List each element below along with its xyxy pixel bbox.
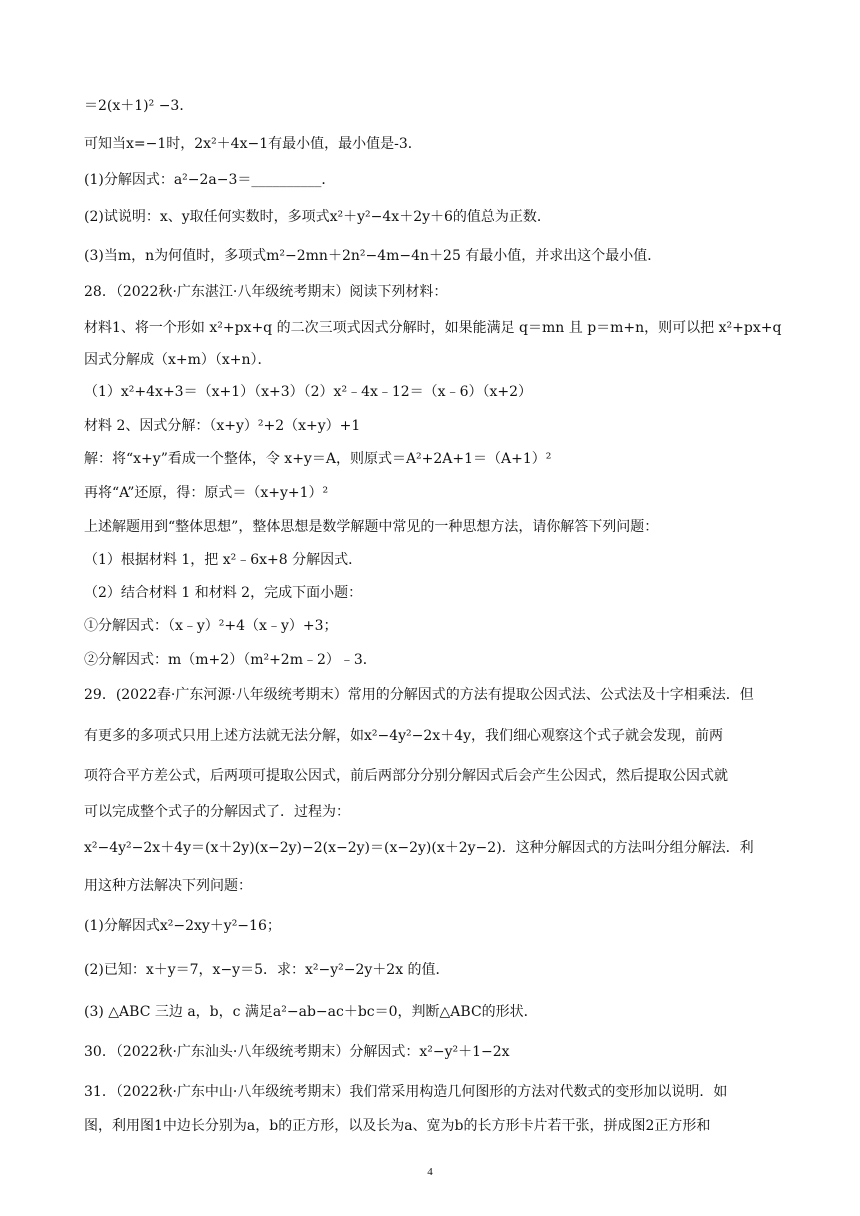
- text-line: (2)试说明：x、y取任何实数时，多项式x²＋y²−4x＋2y＋6的值总为正数．: [84, 209, 551, 225]
- text-line: 有更多的多项式只用上述方法就无法分解，如x²−4y²−2x＋4y，我们细心观察这个式子就会发现，前两: [84, 728, 724, 744]
- text-line: 上述解题用到“整体思想”，整体思想是数学解题中常见的一种思想方法，请你解答下列问题：: [84, 519, 659, 535]
- text-line: 图，利用图1中边长分别为a，b的正方形，以及长为a、宽为b的长方形卡片若干张，拼成图2正方形和: [84, 1118, 711, 1134]
- text-line: ①分解因式：（x﹣y）²+4（x﹣y）+3；: [84, 618, 338, 634]
- text-line: 因式分解成（x+m）（x+n）．: [84, 352, 272, 368]
- text-line: 解：将“x+y”看成一个整体，令 x+y＝A，则原式＝A²+2A+1＝（A+1）²: [84, 451, 552, 467]
- text-line: 再将“A”还原，得：原式＝（x+y+1）²: [84, 485, 329, 501]
- question-28-heading: 28．（2022秋·广东湛江·八年级统考期末）阅读下列材料：: [84, 284, 448, 300]
- page-number: 4: [427, 1166, 433, 1178]
- text-line: 项符合平方差公式，后两项可提取公因式，前后两部分分别分解因式后会产生公因式，然后提取公因式就: [84, 768, 728, 784]
- text-line: (1)分解因式：a²−2a−3＝__________．: [84, 172, 336, 188]
- text-line: 可以完成整个式子的分解因式了．过程为：: [84, 804, 350, 820]
- text-line: （1）x²+4x+3＝（x+1）（x+3）（2）x²﹣4x﹣12＝（x﹣6）（x+2）: [84, 384, 533, 400]
- text-line: 材料1、将一个形如 x²+px+q 的二次三项式因式分解时，如果能满足 q＝mn 且 p＝m+n，则可以把 x²+px+q: [84, 320, 782, 336]
- text-line: (3) △ABC 三边 a，b，c 满足a²−ab−ac＋bc＝0，判断△ABC的形状．: [84, 1004, 538, 1020]
- text-line: (2)已知：x＋y＝7，x−y＝5．求：x²−y²−2y＋2x 的值．: [84, 962, 450, 978]
- question-31-heading: 31．（2022秋·广东中山·八年级统考期末）我们常采用构造几何图形的方法对代数式的变形加以说明．如: [84, 1084, 728, 1100]
- text-line: (3)当m，n为何值时，多项式m²−2mn＋2n²−4m−4n＋25 有最小值，并求出这个最小值．: [84, 248, 662, 264]
- text-line: 可知当x=−1时，2x²＋4x−1有最小值，最小值是-3．: [84, 136, 422, 152]
- text-line: （1）根据材料 1，把 x²﹣6x+8 分解因式．: [84, 552, 363, 568]
- question-29-heading: 29．(2022春·广东河源·八年级统考期末）常用的分解因式的方法有提取公因式法、公式法及十字相乘法．但: [84, 687, 754, 703]
- text-line: （2）结合材料 1 和材料 2，完成下面小题：: [84, 585, 363, 601]
- text-line: ②分解因式：m（m+2）（m²+2m﹣2）﹣3．: [84, 652, 377, 668]
- question-30-heading: 30．（2022秋·广东汕头·八年级统考期末）分解因式：x²−y²＋1−2x: [84, 1044, 510, 1060]
- text-line: 材料 2、因式分解：（x+y）²+2（x+y）+1: [84, 418, 361, 434]
- text-line: ＝2(x＋1)² −3．: [84, 98, 194, 114]
- text-line: x²−4y²−2x＋4y＝(x＋2y)(x−2y)−2(x−2y)＝(x−2y)(x＋2y−2)．这种分解因式的方法叫分组分解法．利: [84, 840, 754, 856]
- text-line: (1)分解因式x²−2xy＋y²−16；: [84, 918, 281, 934]
- text-line: 用这种方法解决下列问题：: [84, 878, 252, 894]
